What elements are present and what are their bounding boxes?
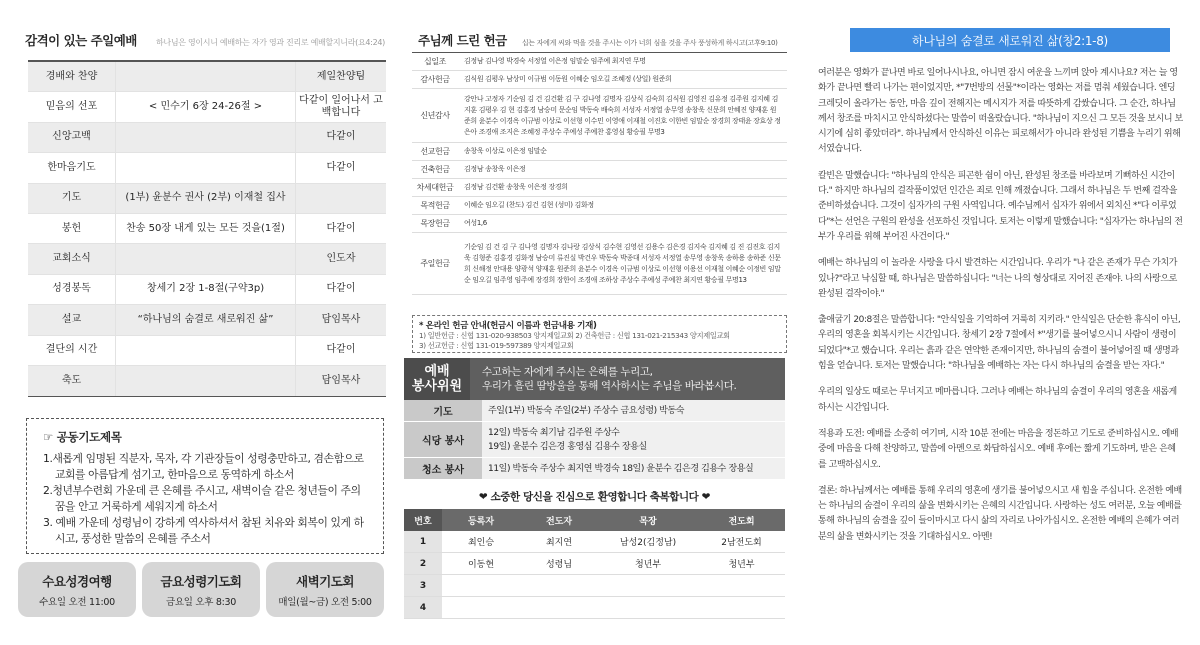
service-row — [404, 422, 785, 458]
offering-type: 건축헌금 — [420, 165, 450, 174]
order-item: 신앙고백 — [28, 123, 116, 152]
offering-type: 선교헌금 — [420, 147, 450, 156]
row-number: 1 — [404, 531, 442, 552]
notice-line: 3) 선교헌금 : 신협 131-019-597389 양지제일교회 — [419, 341, 574, 350]
table-row — [404, 553, 785, 575]
order-row — [28, 305, 386, 335]
worship-title: 감격이 있는 주일예배 — [25, 33, 137, 48]
offering-title: 주님께 드린 헌금 — [418, 33, 507, 48]
registrant: 최인승 — [467, 538, 495, 548]
order-row — [28, 275, 386, 305]
prayer-item: 3. 예배 가운데 성령님이 강하게 역사하셔서 참된 치유와 회복이 있게 하시고, 풍성한 말씀의 은혜를 주소서 — [43, 516, 364, 545]
meeting-time: 매일(월~금) 오전 5:00 — [278, 597, 372, 608]
worship-column — [0, 0, 400, 645]
service-role: 식당 봉사 — [404, 422, 482, 457]
mission-group — [698, 575, 785, 596]
online-offering-notice — [412, 315, 787, 353]
offering-type: 십일조 — [424, 57, 446, 66]
order-leader: 제일찬양팀 — [316, 70, 366, 82]
order-row — [28, 92, 386, 122]
prayer-title: ☞ 공동기도제목 — [43, 430, 122, 444]
sermon-paragraph: 칼빈은 말했습니다: "하나님의 안식은 피곤한 쉼이 아닌, 완성된 창조를 바라보며 기뻐하신 시간이다." 하지만 하나님의 걸작품이었던 인간은 죄로 인해 깨졌습니다. 그래서 하나님은 두 번째 걸작을 준비하셨습니다. 그것이 십자가의 구원 사역입니다. 예수님께서 십자가 위에서 외치신 *"다 이루었다"*는 선언은 구원의 완성을 선포하신 것입니다. 토저는 이렇게 말했습니다: "십자가는 하나님의 전부가 우리를 위해 부어진 사건이다." — [818, 170, 1183, 242]
order-content — [116, 336, 296, 365]
sermon-paragraph: 여러분은 영화가 끝나면 바로 일어나시나요, 아니면 잠시 여운을 느끼며 앉아 계시나요? 저는 늘 영화가 끝나면 빨리 나가는 편이었지만, *"7번방의 선물"*이라는 영화는 저를 멈춰 세웠습니다. 엔딩 크레딧이 올라가는 동안, 마음 깊이 전해지는 메시지가 저를 따뜻하게 감쌌습니다. 그 순간, 하나님께서 창조를 마치시고 안식하셨다는 말씀이 떠올랐습니다. "하나님이 지으신 그 모든 것을 보시니 보시기에 심히 좋았더라". 하나님께서 안식하신 이유는 피로해서가 아니라 완성된 기쁨을 누리기 위해서였습니다. — [818, 68, 1183, 155]
mission-group: 2남전도회 — [721, 538, 762, 548]
offering-names: 이혜순 임오길 (찬도) 김건 김현 (성미) 김화정 — [464, 201, 594, 209]
row-number: 3 — [404, 575, 442, 596]
order-leader: 다같이 — [326, 283, 356, 295]
order-item: 한마음기도 — [28, 153, 116, 182]
mission-group: 청년부 — [728, 560, 755, 570]
newcomer-header-row — [404, 509, 785, 531]
offering-row — [412, 143, 787, 161]
notice-line: 1) 일반헌금 : 신협 131-020-938503 양지제일교회 2) 건축헌금 : 신협 131-021-215343 양지제일교회 — [419, 331, 730, 340]
order-leader: 다같이 — [326, 222, 356, 234]
order-row — [28, 214, 386, 244]
offering-names: 강안나 고정자 기순임 김 건 김건환 김 구 김나영 김명자 김상식 김숙희 김식원 김영진 김유정 김주원 김지혜 김지훈 김평우 김 현 김홍경 남승미 문순임 박동숙 배숙희 서성자 서정열 송무영 송창욱 신문희 안혜진 양재훈 원준희 윤분수 이경옥 이규범 이상로 이선형 이수민 이영애 이재철 이진호 이한빈 임말순 장경희 장태윤 장효상 정은아 조경애 조지은 조혜정 주상수 주예성 주예찬 홍영심 황승필 무명3 — [464, 94, 781, 136]
meeting-card-wednesday — [18, 562, 136, 617]
service-names — [482, 400, 785, 421]
row-number: 2 — [404, 553, 442, 574]
registrant: 이동현 — [467, 560, 495, 570]
order-row — [28, 62, 386, 92]
evangelist — [520, 597, 598, 618]
sermon-paragraph: 결론: 하나님께서는 예배를 통해 우리의 영혼에 생기를 불어넣으시고 새 힘을 주십니다. 온전한 예배는 하나님의 숨결이 우리의 삶을 변화시키는 은혜의 시간입니다. 사랑하는 성도 여러분, 오늘 예배를 통해 하나님의 숨결을 깊이 들이마시고 다시 삶의 자리로 나아가십시오. 온전한 예배의 은혜가 여러분의 삶을 변화시키는 것을 기대하십시오. 아멘! — [818, 485, 1182, 542]
sermon-paragraph: 적용과 도전: 예배를 소중히 여기며, 시작 10분 전에는 마음을 정돈하고 기도로 준비하십시오. 예배 중에 마음을 다해 찬양하고, 말씀에 아멘으로 화답하십시오. 예배 후에는 짧게 기도하며, 받은 은혜를 고백하십시오. — [818, 428, 1179, 470]
order-content: < 민수기 6장 24-26절 > — [116, 92, 296, 121]
meeting-title: 새벽기도회 — [296, 574, 354, 589]
offering-row — [412, 71, 787, 89]
prayer-box — [26, 418, 384, 554]
prayer-item: 2.청년부수련회 가운데 큰 은혜를 주시고, 새벽이슬 같은 청년들이 주의 꿈을 안고 거룩하게 세워지게 하소서 — [43, 484, 361, 513]
evangelist: 성령님 — [545, 560, 573, 570]
worship-order-table — [28, 60, 386, 397]
offering-table — [412, 52, 787, 295]
order-row — [28, 366, 386, 396]
offering-type: 차세대헌금 — [416, 183, 454, 192]
order-row — [28, 244, 386, 274]
offering-row — [412, 233, 787, 295]
cell-group: 남성2(김정남) — [619, 538, 677, 548]
order-content: 찬송 50장 내게 있는 모든 것을(1절) — [116, 214, 296, 243]
order-row — [28, 336, 386, 366]
header-cell: 번호 — [404, 509, 442, 531]
meeting-card-friday — [142, 562, 260, 617]
cell-group — [598, 575, 698, 596]
service-role: 기도 — [404, 400, 482, 421]
order-leader: 다같이 — [326, 161, 356, 173]
offering-names: 김식원 김평우 남상미 이규범 이동원 이혜순 임오길 조혜정 (상일) 원준희 — [464, 75, 672, 83]
order-content: 창세기 2장 1-8절(구약3p) — [116, 275, 296, 304]
offering-row — [412, 179, 787, 197]
notice-title: * 온라인 헌금 안내(헌금시 이름과 헌금내용 기재) — [419, 321, 597, 331]
evangelist — [520, 575, 598, 596]
offering-type: 주일헌금 — [420, 259, 450, 268]
offering-names: 김정남 송창욱 이은정 — [464, 165, 526, 173]
meeting-time: 수요일 오전 11:00 — [39, 597, 115, 608]
offering-row — [412, 89, 787, 143]
service-label-line: 봉사위원 — [411, 379, 463, 394]
table-row — [404, 597, 785, 619]
service-role: 청소 봉사 — [404, 458, 482, 479]
offering-header — [418, 30, 798, 50]
offering-row — [412, 197, 787, 215]
service-message — [470, 358, 785, 400]
meeting-time: 금요일 오후 8:30 — [166, 597, 236, 608]
service-names — [482, 422, 785, 457]
order-item: 축도 — [28, 366, 116, 396]
meeting-card-dawn — [266, 562, 384, 617]
service-line: 11일) 박동숙 주상수 최지연 박경숙 18일) 윤분수 김은경 김용수 장용실 — [488, 463, 754, 474]
service-label — [404, 358, 470, 400]
order-content — [116, 244, 296, 273]
offering-verse: 십는 자에게 씨와 먹을 것을 주시는 이가 너희 심을 것을 주사 풍성하게 하시고(고후9:10) — [521, 39, 778, 47]
service-row — [404, 400, 785, 422]
worship-header — [25, 30, 385, 50]
offering-names: 기순임 김 건 김 구 김나영 김명자 김나랑 김상식 김수현 김영선 김용수 김은경 김지숙 김지혜 김 진 김진호 김지욱 김형준 김홍경 김화정 남승미 류진실 박건우 박동숙 박종대 서성자 서정열 송무영 송창욱 송하용 송하준 신문희 신해정 안대용 양광석 양재훈 원준희 윤분수 이경옥 이규범 이상로 이선형 이용선 이재철 이혜순 이정빈 임말순 임오길 임주영 임주예 장경희 장한이 조경애 조하상 주상수 주예성 주예찬 최지연 황승필 무명13 — [464, 242, 781, 284]
service-label-line: 예배 — [424, 364, 450, 379]
order-content: (1부) 윤분수 권사 (2부) 이재철 집사 — [116, 184, 296, 213]
header-cell: 전도자 — [545, 516, 573, 527]
offering-column — [400, 0, 800, 645]
order-item: 교회소식 — [28, 244, 116, 273]
service-message-line: 수고하는 자에게 주시는 은혜를 누리고, — [482, 366, 653, 378]
order-content — [116, 123, 296, 152]
order-leader: 인도자 — [326, 253, 356, 265]
order-item: 봉헌 — [28, 214, 116, 243]
evangelist: 최지연 — [545, 538, 573, 548]
header-cell: 목장 — [639, 516, 657, 527]
service-message-line: 우리가 흘린 땀방울을 통해 역사하시는 주님을 바라봅시다. — [482, 380, 737, 392]
order-row — [28, 153, 386, 183]
sermon-paragraph: 우리의 일상도 때로는 무너지고 메마릅니다. 그러나 예배는 하나님의 숨결이 우리의 영혼을 새롭게 하시는 시간입니다. — [818, 387, 1177, 413]
sermon-paragraph: 출애굽기 20:8절은 말씀합니다: "안식일을 기억하여 거룩히 지키라." 안식일은 단순한 휴식이 아닌, 우리의 영혼을 회복시키는 시간입니다. 창세기 2장 7절에서 *"생기를 불어넣으시니 사람이 생령이 되었다"*고 했습니다. 우리는 흙과 같은 연약한 존재이지만, 하나님의 숨결이 불어넣어질 때 생명과 힘을 얻습니다. 토저는 말했습니다: "하나님을 예배하는 자는 다시 하나님의 숨결을 받는 자다." — [818, 315, 1181, 372]
order-item: 결단의 시간 — [28, 336, 116, 365]
order-leader: 다같이 — [326, 131, 356, 143]
service-row — [404, 458, 785, 480]
registrant — [442, 575, 520, 596]
offering-names: 김정남 김나영 박경숙 서정열 이은정 임말순 임주예 최지연 무명 — [464, 57, 646, 65]
service-line: 19일) 윤분수 김은경 홍영심 김용수 장용실 — [488, 441, 647, 452]
header-cell: 등록자 — [467, 516, 495, 527]
welcome-message: ❤ 소중한 당신을 진심으로 환영합니다 축복합니다 ❤ — [478, 491, 711, 503]
order-content — [116, 153, 296, 182]
header-cell: 전도회 — [728, 516, 755, 527]
order-content — [116, 366, 296, 396]
order-item: 성경봉독 — [28, 275, 116, 304]
order-content — [116, 62, 296, 91]
service-table — [404, 400, 785, 480]
order-row — [28, 184, 386, 214]
order-leader — [296, 184, 386, 213]
order-leader: 다같이 — [326, 344, 356, 356]
service-names — [482, 458, 785, 479]
service-line: 12일) 박동숙 최기남 김주원 주상수 — [488, 427, 620, 438]
order-item: 설교 — [28, 305, 116, 334]
meeting-title: 금요성령기도회 — [160, 574, 242, 589]
order-row — [28, 123, 386, 153]
meeting-title: 수요성경여행 — [42, 574, 112, 589]
offering-row — [412, 215, 787, 233]
registrant — [442, 597, 520, 618]
sermon-column — [800, 0, 1200, 645]
row-number: 4 — [404, 597, 442, 618]
newcomer-table — [404, 509, 785, 619]
cell-group — [598, 597, 698, 618]
order-leader: 담임목사 — [321, 313, 361, 325]
offering-type: 감사헌금 — [420, 75, 450, 84]
sermon-title: 하나님의 숨결로 새로워진 삶(창2:1-8) — [850, 28, 1170, 52]
offering-names: 여성1,6 — [464, 219, 487, 227]
order-item: 기도 — [28, 184, 116, 213]
offering-names: 송창욱 이상로 이은정 임말순 — [464, 147, 547, 155]
offering-type: 목장헌금 — [420, 219, 450, 228]
offering-type: 신년감사 — [420, 111, 450, 120]
order-leader: 다같이 일어나서 고백합니다 — [299, 95, 383, 119]
cell-group: 청년부 — [634, 560, 662, 570]
service-banner — [404, 358, 785, 400]
prayer-item: 1.새롭게 임명된 직분자, 목자, 각 기관장들이 성령충만하고, 겸손함으로 교회를 아름답게 섬기고, 한마음으로 동역하게 하소서 — [43, 452, 364, 481]
service-line: 주일(1부) 박동숙 주일(2부) 주상수 금요성령) 박동숙 — [488, 405, 685, 416]
offering-row — [412, 53, 787, 71]
sermon-paragraph: 예배는 하나님의 이 놀라운 사랑을 다시 발견하는 시간입니다. 우리가 "나 같은 존재가 무슨 가치가 있나?"라고 낙심할 때, 하나님은 말씀하십니다: "너는 나의 형상대로 지어진 존재야. 나의 사랑으로 완성된 걸작이야." — [818, 258, 1177, 299]
order-content: “하나님의 숨결로 새로워진 삶” — [116, 305, 296, 334]
offering-row — [412, 161, 787, 179]
mission-group — [698, 597, 785, 618]
worship-verse: 하나님은 영이시니 예배하는 자가 영과 진리로 예배할지니라(요4:24) — [155, 38, 385, 47]
order-item: 믿음의 선포 — [28, 92, 116, 121]
order-leader: 담임목사 — [321, 375, 361, 387]
order-item: 경배와 찬양 — [28, 62, 116, 91]
offering-names: 김정남 김건환 송창욱 이은정 장경희 — [464, 183, 568, 191]
offering-type: 목적헌금 — [420, 201, 450, 210]
table-row — [404, 575, 785, 597]
table-row — [404, 531, 785, 553]
sermon-body — [818, 66, 1183, 556]
